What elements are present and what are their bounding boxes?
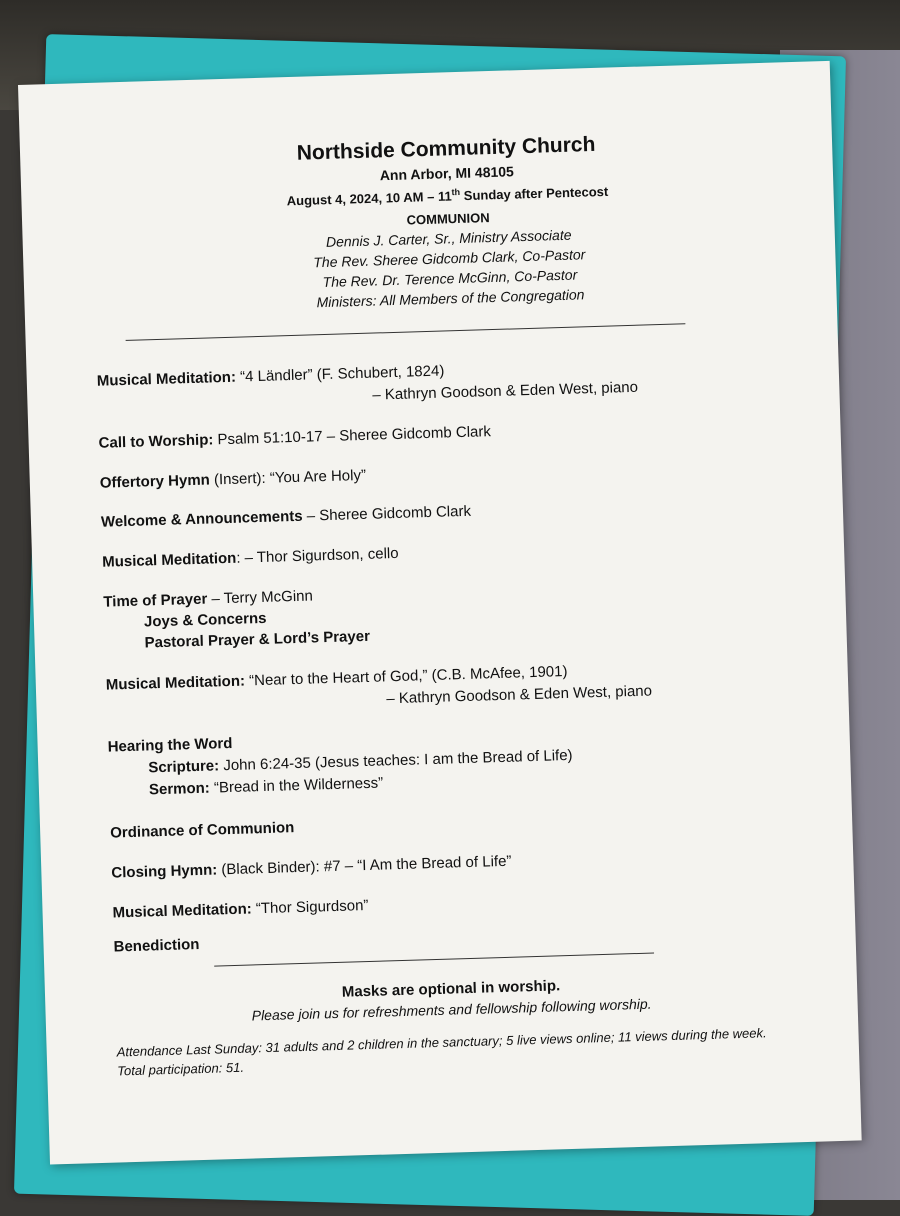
church-city: Ann Arbor, MI 48105	[379, 163, 515, 184]
ordinance-of-communion: Ordinance of Communion	[109, 819, 295, 842]
attendance-note: Attendance Last Sunday: 31 adults and 2 children in the sanctuary; 5 live views online; 11 views during the week. Total participation: 51.	[116, 1025, 767, 1079]
musical-meditation-2: Musical Meditation: – Thor Sigurdson, cello	[101, 544, 399, 571]
benediction: Benediction	[113, 935, 200, 956]
staff-associate: Dennis J. Carter, Sr., Ministry Associate	[325, 226, 572, 251]
musical-meditation-1: Musical Meditation: “4 Ländler” (F. Schubert, 1824)	[96, 362, 445, 390]
masks-notice: Masks are optional in worship.	[341, 977, 561, 1001]
hearing-the-word: Hearing the Word	[107, 734, 233, 756]
meditation-3-performers: – Kathryn Goodson & Eden West, piano	[386, 682, 653, 708]
staff-copastor-2: The Rev. Dr. Terence McGinn, Co-Pastor	[322, 266, 578, 291]
service-type: COMMUNION	[406, 210, 490, 228]
offertory-hymn: Offertory Hymn (Insert): “You Are Holy”	[99, 466, 367, 492]
staff-copastor-1: The Rev. Sheree Gidcomb Clark, Co-Pastor	[313, 246, 586, 271]
bulletin-header	[20, 126, 837, 319]
service-date: August 4, 2024, 10 AM – 11th Sunday after Pentecost	[286, 183, 609, 209]
musical-meditation-3: Musical Meditation: “Near to the Heart of God,” (C.B. McAfee, 1901)	[105, 662, 568, 694]
church-name: Northside Community Church	[296, 132, 596, 165]
joys-concerns: Joys & Concerns	[143, 609, 267, 631]
time-of-prayer: Time of Prayer – Terry McGinn	[103, 587, 314, 611]
welcome-announcements: Welcome & Announcements – Sheree Gidcomb Clark	[100, 502, 472, 531]
pastoral-prayer: Pastoral Prayer & Lord’s Prayer	[144, 627, 371, 652]
closing-hymn: Closing Hymn: (Black Binder): #7 – “I Am the Bread of Life”	[111, 852, 512, 882]
meditation-1-performers: – Kathryn Goodson & Eden West, piano	[372, 378, 639, 404]
staff-ministers: Ministers: All Members of the Congregation	[316, 286, 585, 311]
scripture-reading: Scripture: John 6:24-35 (Jesus teaches: I am the Bread of Life)	[148, 746, 573, 777]
bulletin-page	[18, 61, 862, 1165]
sermon-title: Sermon: “Bread in the Wilderness”	[148, 774, 384, 799]
musical-meditation-4: Musical Meditation: “Thor Sigurdson”	[112, 896, 369, 922]
refreshments-notice: Please join us for refreshments and fellowship following worship.	[251, 995, 652, 1024]
call-to-worship: Call to Worship: Psalm 51:10-17 – Sheree Gidcomb Clark	[98, 423, 492, 452]
